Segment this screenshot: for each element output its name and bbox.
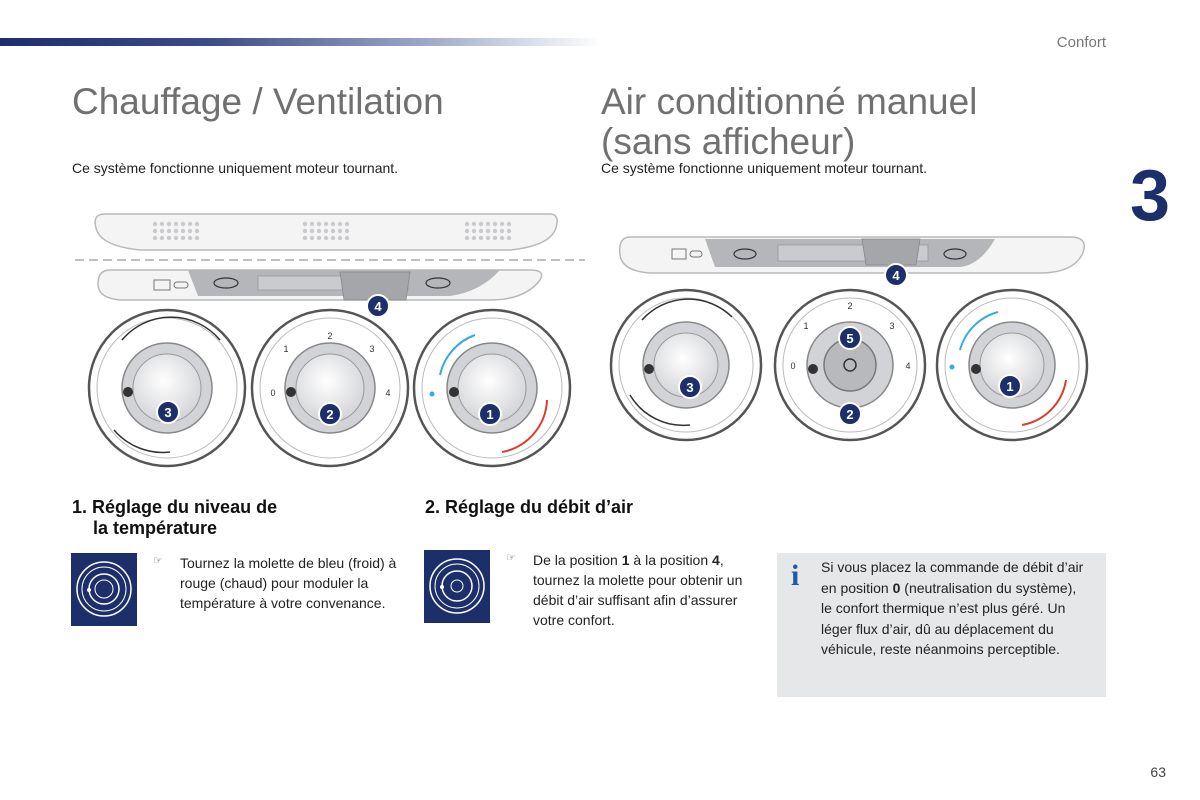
callout-5: 5: [846, 331, 854, 346]
pointing-hand-icon: ☞: [153, 555, 163, 567]
ac-fan-speed-dial: [775, 290, 925, 440]
airflow-instruction: De la position 1 à la position 4, tournez la molette pour obtenir un débit d’air suffisant afin d’assurer votre confort.: [533, 552, 743, 628]
svg-text:2: 2: [327, 331, 333, 341]
svg-text:4: 4: [385, 388, 391, 398]
heating-panel-diagram: [70, 200, 590, 480]
ac-air-distribution-dial: [611, 290, 761, 440]
manual-ac-panel-diagram: [600, 225, 1100, 450]
header-gradient-bar: [0, 38, 600, 46]
fan-speed-dial: [252, 310, 408, 466]
svg-text:0: 0: [790, 361, 796, 371]
heading-line-1: Réglage du niveau de: [92, 497, 278, 517]
callout-3-ac: 3: [686, 380, 694, 395]
temperature-knob-thumbnail: [71, 553, 137, 626]
callout-2-ac: 2: [846, 407, 854, 422]
svg-text:2: 2: [847, 301, 853, 311]
info-box: [777, 553, 1106, 697]
callout-1-ac: 1: [1006, 379, 1014, 394]
page-number: 63: [1150, 764, 1166, 780]
info-icon: i: [791, 559, 800, 592]
callout-4: 4: [374, 299, 382, 314]
ac-temperature-dial: [937, 290, 1087, 440]
callout-3: 3: [164, 405, 172, 420]
info-text: Si vous placez la commande de débit d’air en position 0 (neutralisation du système), le confort thermique n’est plus géré. Un léger flux d’air, dû au déplacement du véhicule, reste néanmoins perceptible.: [821, 559, 1084, 657]
chapter-number: 3: [1129, 156, 1170, 236]
temperature-instruction: Tournez la molette de bleu (froid) à rouge (chaud) pour moduler la température à votre convenance.: [180, 555, 397, 611]
pointing-hand-icon: ☞: [506, 552, 516, 564]
title-heating-ventilation: Chauffage / Ventilation: [72, 81, 444, 122]
callout-1: 1: [486, 407, 494, 422]
svg-text:1: 1: [803, 321, 809, 331]
svg-text:3: 3: [369, 344, 375, 354]
svg-text:1: 1: [283, 344, 289, 354]
svg-text:0: 0: [270, 388, 276, 398]
heading-airflow-setting: 2. Réglage du débit d’air: [425, 497, 634, 517]
air-distribution-dial: [89, 310, 245, 466]
svg-text:4: 4: [905, 361, 911, 371]
heading-number-1: 1.: [72, 497, 88, 517]
title-manual-ac: Air conditionné manuel (sans afficheur): [601, 81, 978, 162]
intro-text-right: Ce système fonctionne uniquement moteur tournant.: [601, 160, 928, 176]
callout-2: 2: [326, 407, 334, 422]
fan-knob-thumbnail: [424, 550, 490, 623]
intro-text-left: Ce système fonctionne uniquement moteur tournant.: [72, 160, 399, 176]
callout-4-ac: 4: [892, 268, 900, 283]
temperature-dial: [414, 310, 570, 466]
heading-line-2: la température: [93, 518, 218, 538]
section-title: Confort: [1056, 34, 1106, 51]
svg-text:3: 3: [889, 321, 895, 331]
heading-temperature-setting: [72, 497, 392, 539]
